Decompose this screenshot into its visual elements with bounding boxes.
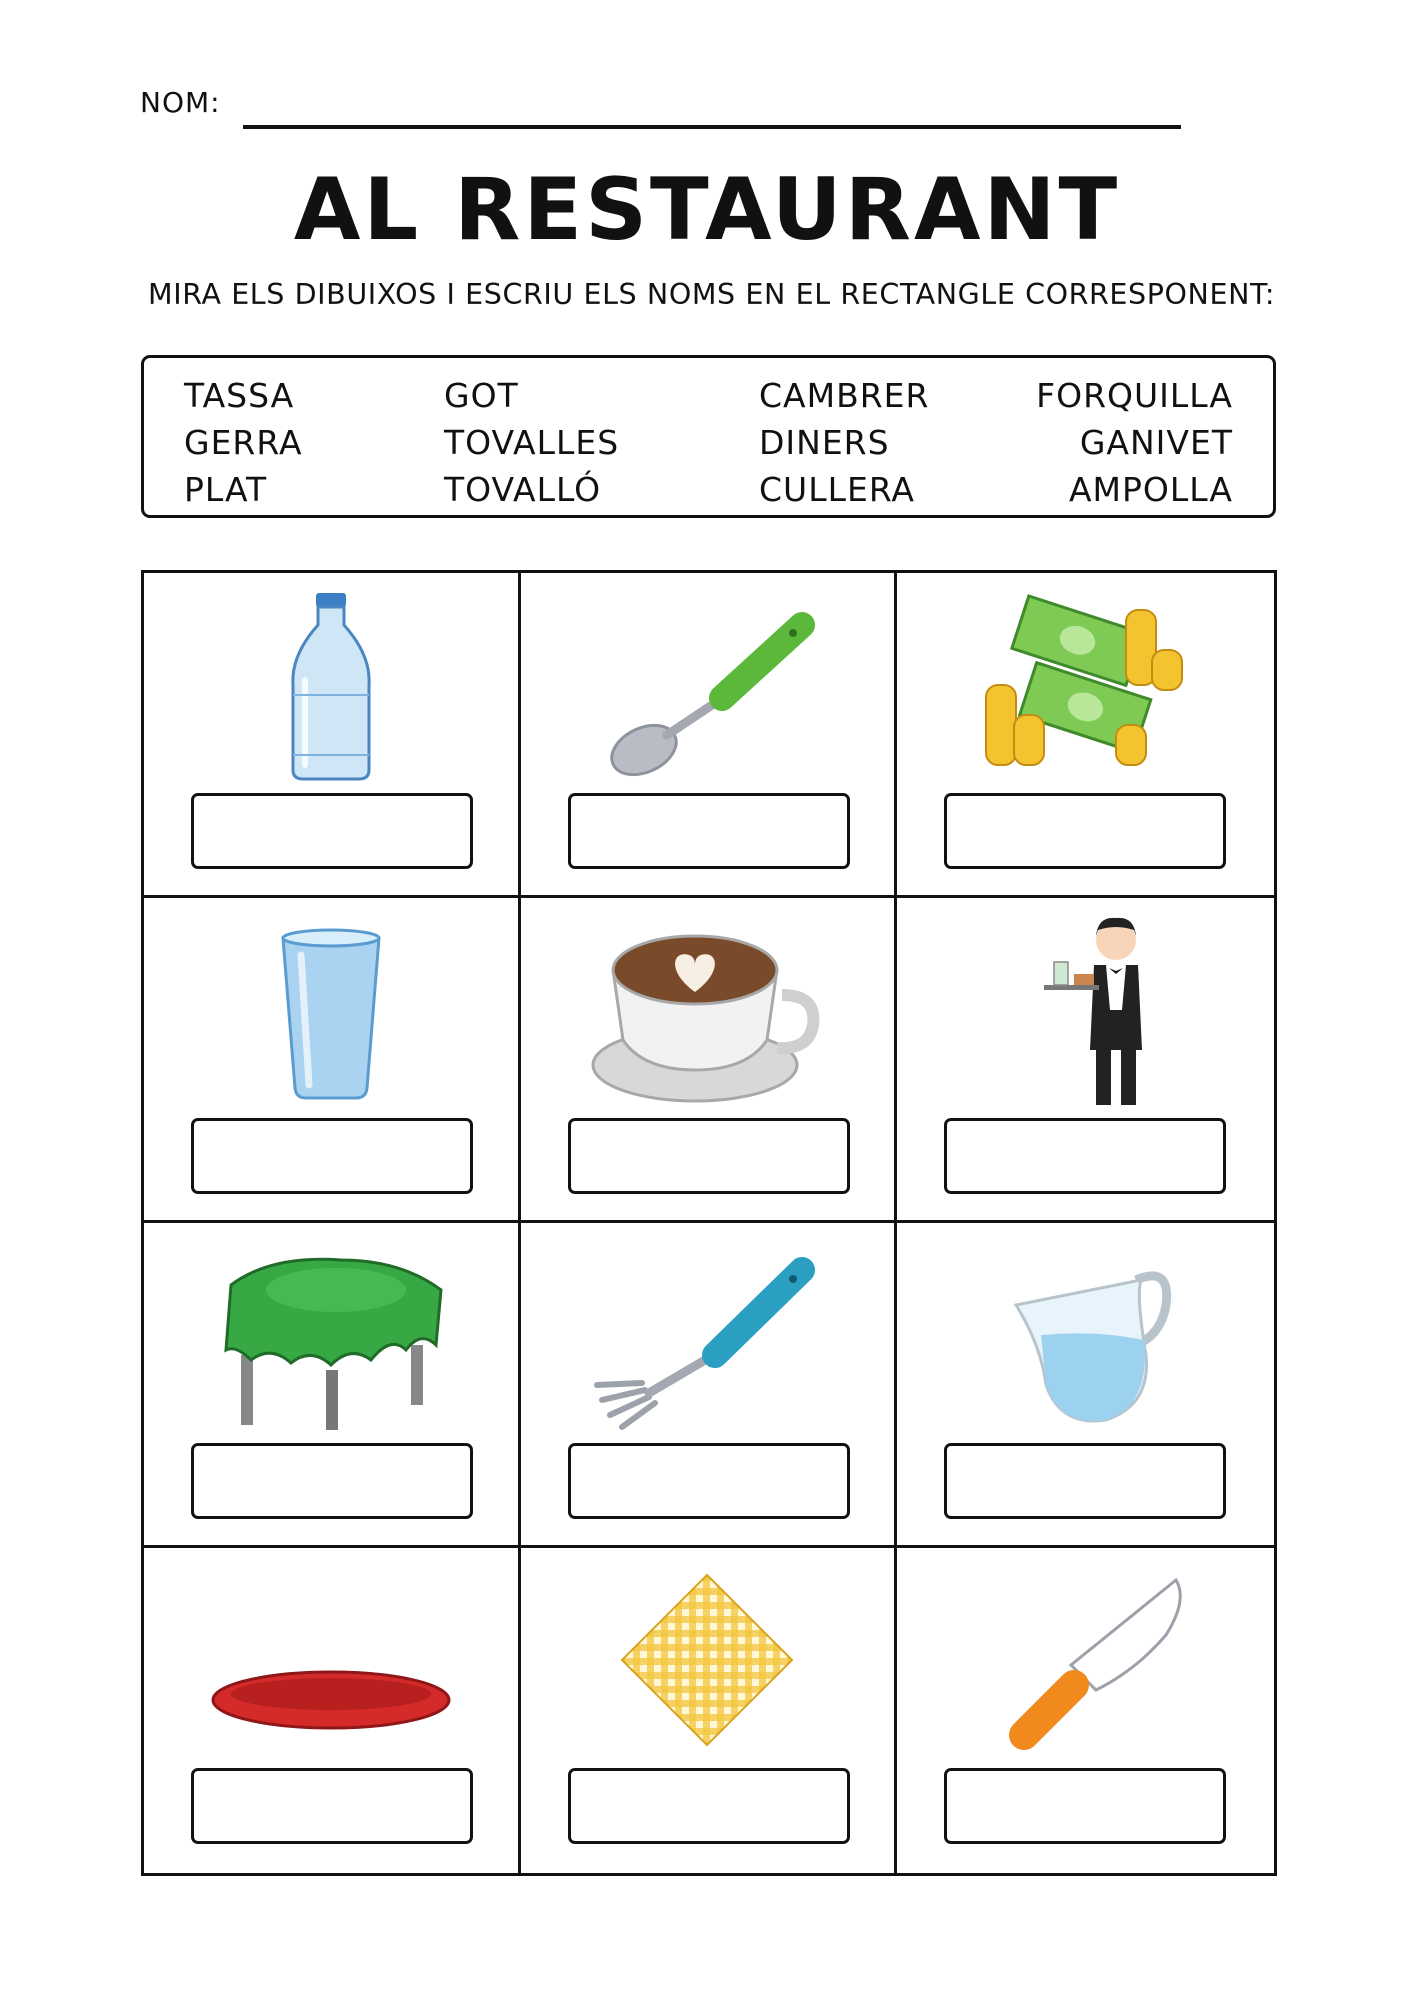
glass-icon — [201, 910, 461, 1110]
picture-cell — [521, 1548, 898, 1873]
answer-box[interactable] — [944, 1118, 1226, 1194]
napkin-icon — [577, 1560, 837, 1760]
spoon-icon — [577, 585, 837, 785]
name-label: NOM: — [140, 86, 221, 119]
plate-icon — [201, 1560, 461, 1760]
picture-cell — [897, 1223, 1274, 1548]
picture-cell — [897, 573, 1274, 898]
word-bank-word: PLAT — [184, 470, 268, 509]
picture-cell — [144, 898, 521, 1223]
word-bank-column-4 — [1036, 372, 1233, 513]
tablecloth-icon — [201, 1235, 461, 1435]
money-icon — [956, 585, 1216, 785]
word-bank-word: CULLERA — [759, 470, 915, 509]
answer-box[interactable] — [944, 793, 1226, 869]
word-bank-word: GANIVET — [1079, 423, 1233, 462]
answer-box[interactable] — [568, 1443, 850, 1519]
word-bank-word: TOVALLES — [444, 423, 620, 462]
word-bank-column-2 — [444, 372, 619, 513]
answer-box[interactable] — [568, 1118, 850, 1194]
word-bank-word: GOT — [444, 376, 519, 415]
word-bank-word: CAMBRER — [759, 376, 930, 415]
answer-box[interactable] — [191, 793, 473, 869]
jug-icon — [956, 1235, 1216, 1435]
answer-box[interactable] — [191, 1768, 473, 1844]
page-title: AL RESTAURANT — [293, 160, 1121, 260]
instructions: MIRA ELS DIBUIXOS I ESCRIU ELS NOMS EN EL RECTANGLE CORRESPONENT: — [148, 278, 1276, 311]
answer-box[interactable] — [944, 1443, 1226, 1519]
word-bank — [141, 355, 1276, 518]
word-bank-column-1 — [184, 372, 303, 513]
word-bank-word: TASSA — [184, 376, 295, 415]
answer-box[interactable] — [944, 1768, 1226, 1844]
fork-icon — [577, 1235, 837, 1435]
picture-cell — [521, 898, 898, 1223]
waiter-icon — [956, 910, 1216, 1110]
picture-cell — [897, 898, 1274, 1223]
answer-box[interactable] — [568, 1768, 850, 1844]
picture-grid — [141, 570, 1277, 1876]
word-bank-word: AMPOLLA — [1068, 470, 1233, 509]
word-bank-word: TOVALLÓ — [444, 470, 602, 509]
answer-box[interactable] — [191, 1118, 473, 1194]
picture-cell — [897, 1548, 1274, 1873]
word-bank-word: FORQUILLA — [1036, 376, 1233, 415]
word-bank-column-3 — [759, 372, 929, 513]
water-bottle-icon — [201, 585, 461, 785]
name-line[interactable] — [243, 125, 1181, 129]
picture-cell — [144, 573, 521, 898]
picture-cell — [521, 1223, 898, 1548]
picture-cell — [521, 573, 898, 898]
answer-box[interactable] — [191, 1443, 473, 1519]
knife-icon — [956, 1560, 1216, 1760]
word-bank-word: DINERS — [759, 423, 890, 462]
picture-cell — [144, 1548, 521, 1873]
picture-cell — [144, 1223, 521, 1548]
word-bank-word: GERRA — [184, 423, 303, 462]
coffee-cup-icon — [577, 910, 837, 1110]
answer-box[interactable] — [568, 793, 850, 869]
